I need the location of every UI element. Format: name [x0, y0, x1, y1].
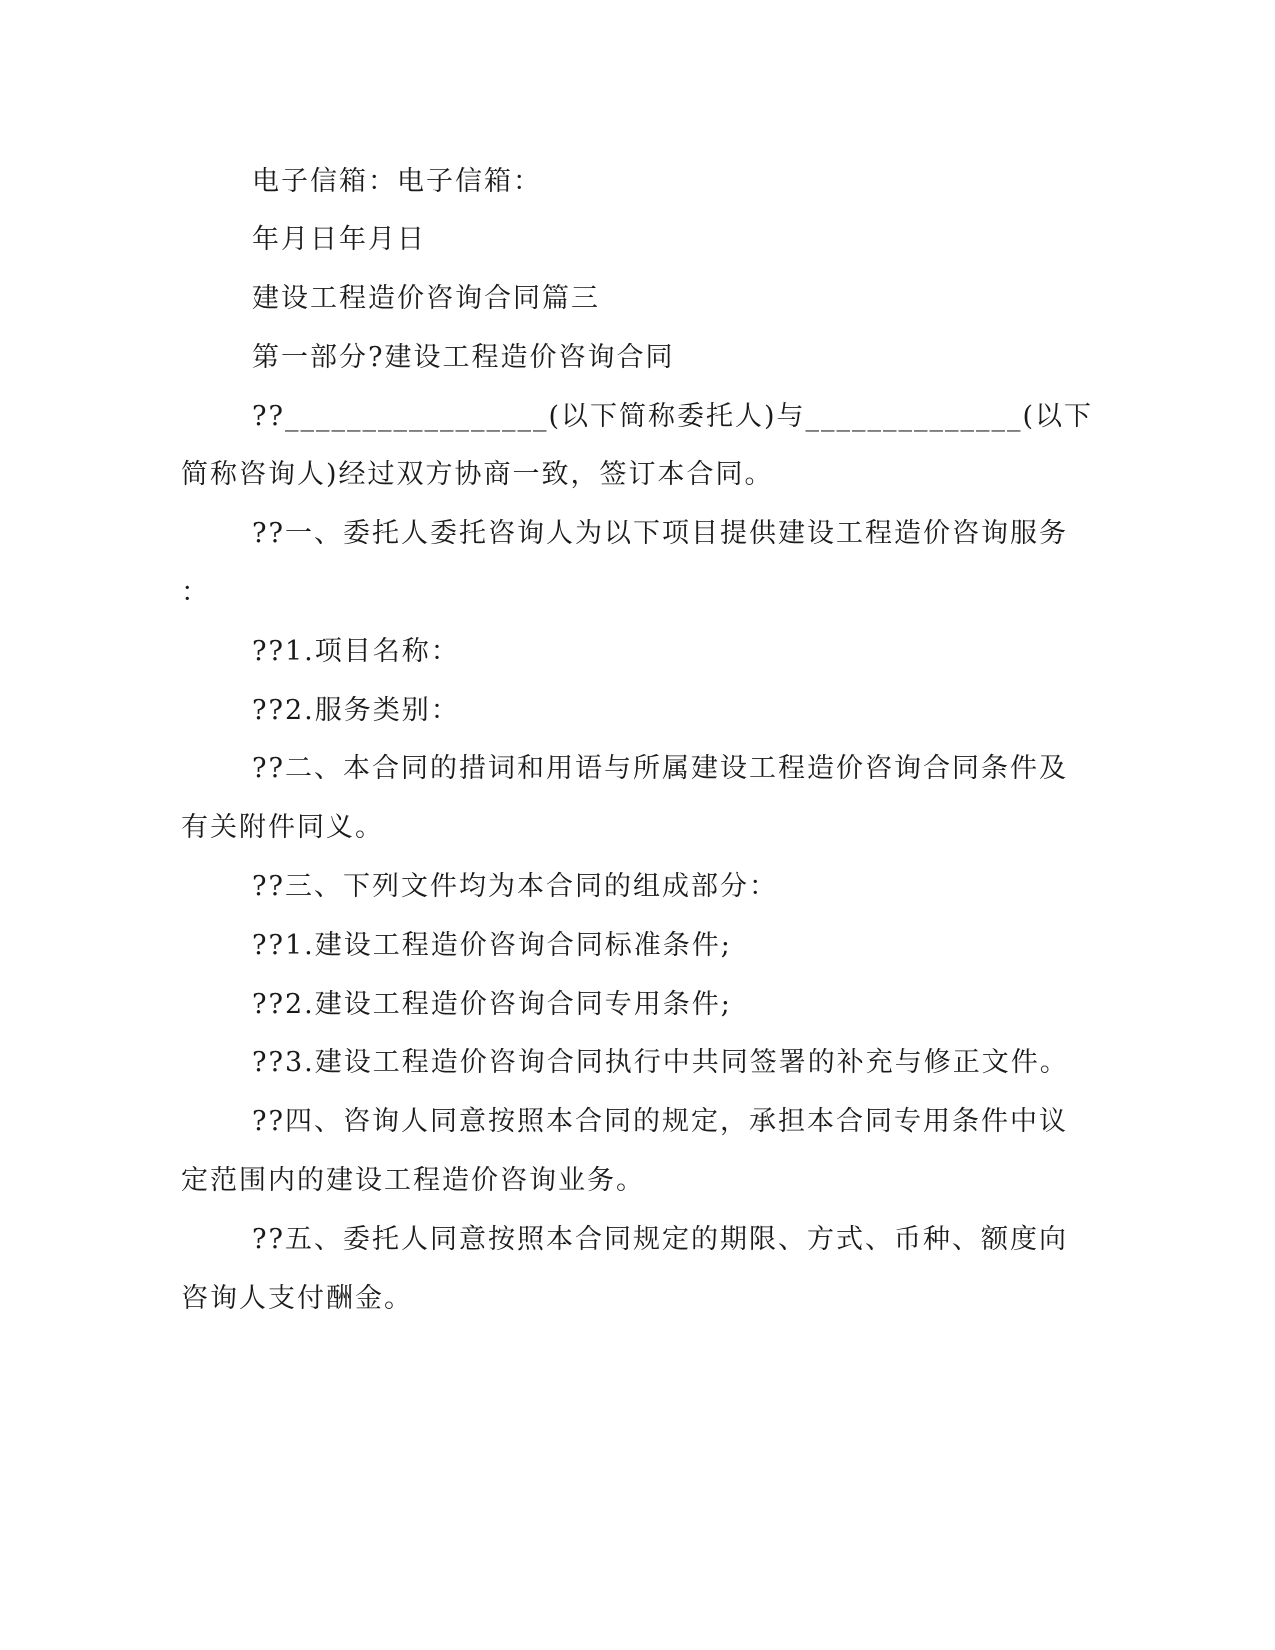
clause-1-line: ??一、委托人委托咨询人为以下项目提供建设工程造价咨询服务 [252, 518, 1068, 549]
part-heading: 第一部分?建设工程造价咨询合同 [252, 342, 675, 373]
clause-3-line: ??三、下列文件均为本合同的组成部分： [252, 871, 778, 902]
clause-3-item-3: ??3.建设工程造价咨询合同执行中共同签署的补充与修正文件。 [252, 1047, 1069, 1078]
clause-4-line-continued: 定范围内的建设工程造价咨询业务。 [181, 1165, 645, 1196]
section-title: 建设工程造价咨询合同篇三 [252, 283, 600, 314]
clause-2-line-continued: 有关附件同义。 [181, 812, 384, 843]
clause-3-item-1: ??1.建设工程造价咨询合同标准条件; [252, 930, 732, 961]
date-line: 年月日年月日 [252, 224, 426, 255]
project-name-line: ??1.项目名称： [252, 636, 460, 667]
service-type-line: ??2.服务类别： [252, 695, 460, 726]
clause-2-line: ??二、本合同的措词和用语与所属建设工程造价咨询合同条件及 [252, 753, 1068, 784]
parties-line: ??_________________(以下简称委托人)与______________(以下 [252, 401, 1094, 432]
parties-line-continued: 简称咨询人)经过双方协商一致，签订本合同。 [181, 459, 774, 490]
clause-3-item-2: ??2.建设工程造价咨询合同专用条件; [252, 989, 732, 1020]
clause-1-line-continued: ： [181, 577, 210, 608]
clause-5-line-continued: 咨询人支付酬金。 [181, 1283, 413, 1314]
clause-5-line: ??五、委托人同意按照本合同规定的期限、方式、币种、额度向 [252, 1224, 1068, 1255]
clause-4-line: ??四、咨询人同意按照本合同的规定，承担本合同专用条件中议 [252, 1106, 1068, 1137]
email-line: 电子信箱：电子信箱： [252, 166, 542, 197]
